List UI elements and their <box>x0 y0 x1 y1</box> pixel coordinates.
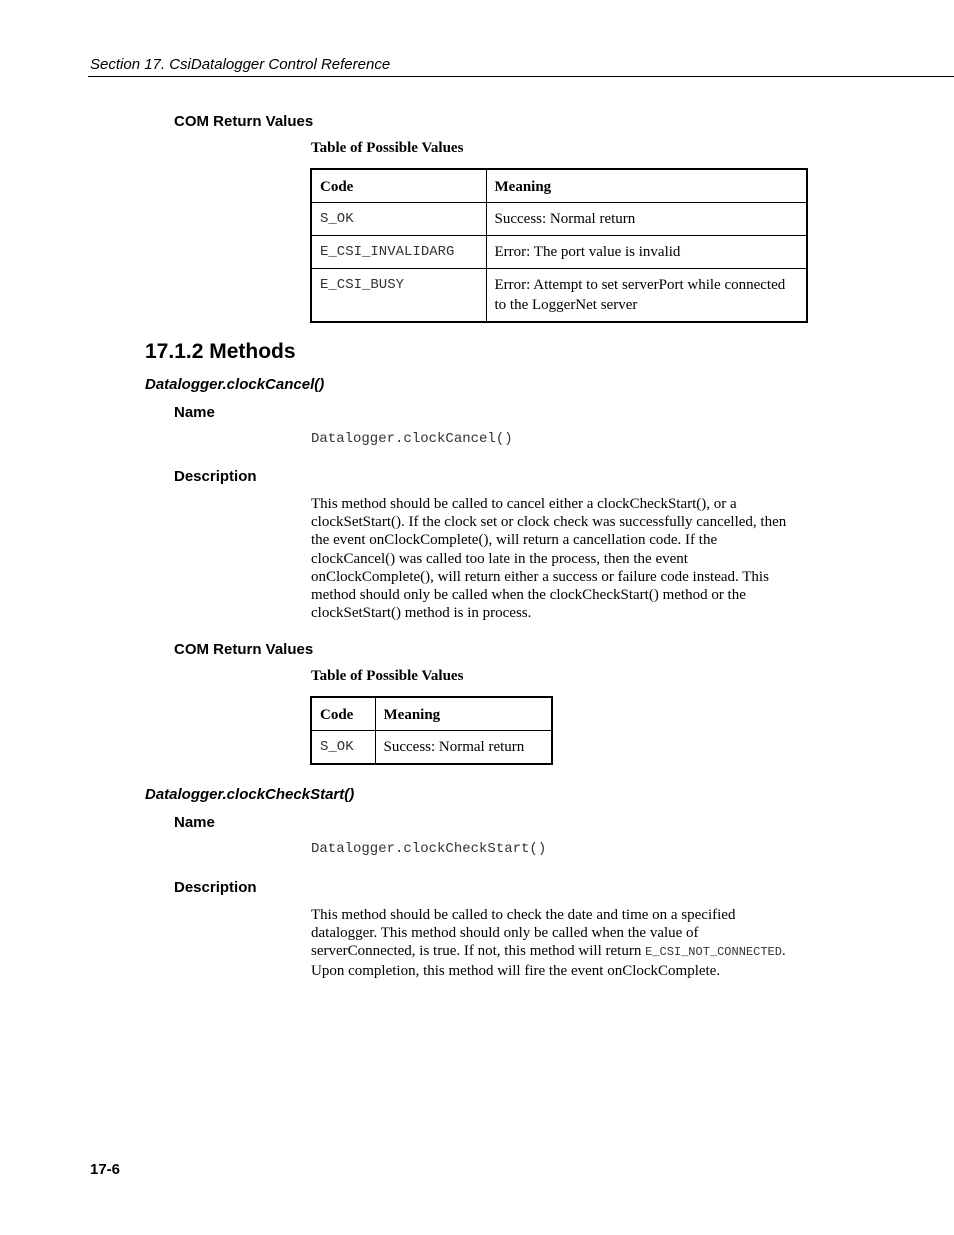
method-title: Datalogger.clockCancel() <box>145 376 325 393</box>
table-row <box>311 203 807 236</box>
table-row <box>311 731 552 765</box>
column-header-meaning: Meaning <box>486 169 807 203</box>
name-heading: Name <box>174 404 215 421</box>
table-title: Table of Possible Values <box>311 668 464 684</box>
running-header: Section 17. CsiDatalogger Control Reference <box>90 56 391 73</box>
com-return-values-heading: COM Return Values <box>174 641 314 658</box>
cell-code: E_CSI_INVALIDARG <box>311 236 486 269</box>
table-header-row <box>311 169 807 203</box>
header-rule <box>88 76 954 77</box>
table-title: Table of Possible Values <box>311 140 464 156</box>
description-heading: Description <box>174 879 257 896</box>
table-header-row <box>311 697 552 731</box>
cell-code: S_OK <box>311 731 375 765</box>
method-signature: Datalogger.clockCheckStart() <box>311 841 547 857</box>
cell-code: S_OK <box>311 203 486 236</box>
column-header-code: Code <box>311 697 375 731</box>
description-text: This method should be called to check the date and time on a specified datalogger. This method should only be called when the value of serverConnected, is true. If not, this method will return <box>311 907 736 960</box>
error-code: E_CSI_NOT_CONNECTED <box>645 945 782 960</box>
column-header-meaning: Meaning <box>375 697 552 731</box>
description-paragraph <box>311 906 801 980</box>
description-text: . Upon completion, this method will fire the event onClockComplete. <box>311 943 786 979</box>
name-heading: Name <box>174 814 215 831</box>
table-row <box>311 236 807 269</box>
table-row <box>311 269 807 323</box>
com-return-values-heading: COM Return Values <box>174 113 314 130</box>
cell-meaning: Success: Normal return <box>375 731 552 765</box>
cell-meaning: Error: Attempt to set serverPort while connected to the LoggerNet server <box>486 269 807 323</box>
page-number: 17-6 <box>90 1161 121 1178</box>
cell-meaning: Error: The port value is invalid <box>486 236 807 269</box>
description-paragraph: This method should be called to cancel either a clockCheckStart(), or a clockSetStart(). If the clock set or clock check was successfully cancelled, then the event onClockComplete(), will return a cancellation code. If the clockCancel() was called too late in the process, then the event onClockComplete(), will return either a success or failure code instead. This method should only be called when the clockCheckStart() method or the clockSetStart() method is in process. <box>311 496 787 622</box>
cell-code: E_CSI_BUSY <box>311 269 486 323</box>
section-heading: 17.1.2 Methods <box>145 340 296 363</box>
method-signature: Datalogger.clockCancel() <box>311 431 513 447</box>
description-heading: Description <box>174 468 257 485</box>
return-values-table <box>310 168 808 323</box>
column-header-code: Code <box>311 169 486 203</box>
return-values-table <box>310 696 553 765</box>
method-title: Datalogger.clockCheckStart() <box>145 786 355 803</box>
cell-meaning: Success: Normal return <box>486 203 807 236</box>
